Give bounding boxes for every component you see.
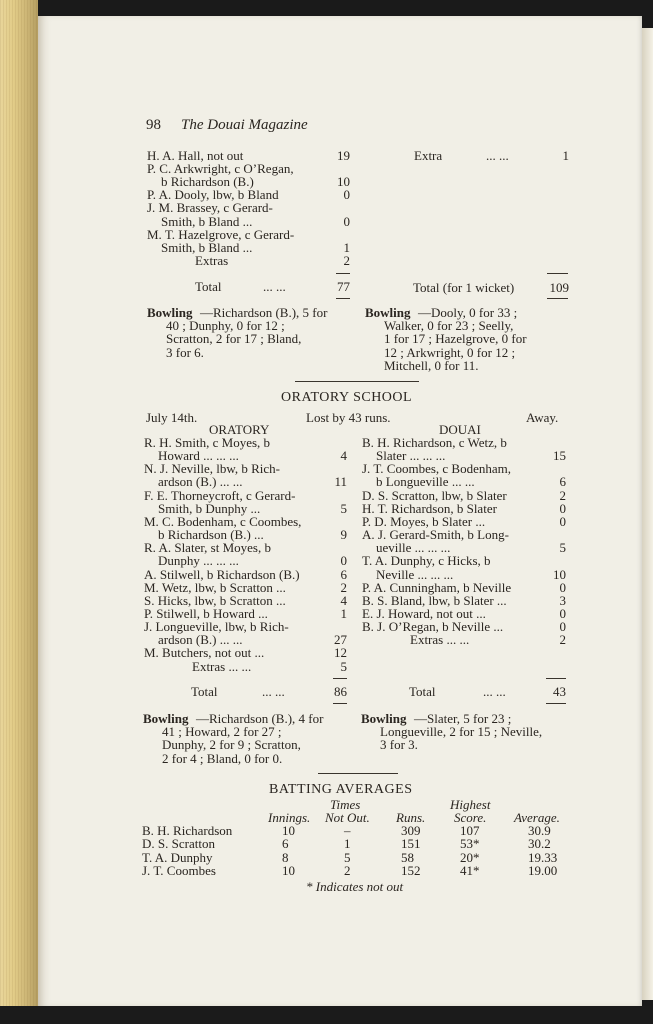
innings-value: 10: [282, 823, 295, 838]
batsman-line: Slater ... ... ...: [376, 448, 446, 464]
team-heading: DOUAI: [439, 422, 481, 437]
batsman-line: Extras: [195, 252, 229, 268]
bowling-left-line: 2 for 4 ; Bland, 0 for 0.: [162, 750, 283, 766]
highest-value: 41*: [460, 862, 480, 878]
batsman-line: Smith, b Dunphy ...: [158, 500, 261, 516]
batsman-line: Dunphy ... ... ...: [158, 553, 239, 569]
total-label: Total: [195, 279, 222, 294]
total-rule: [546, 703, 566, 704]
runs-value: 4: [340, 448, 347, 464]
average-value: 19.00: [528, 862, 558, 878]
notout-value: 5: [344, 849, 351, 865]
runs-value: 151: [401, 836, 421, 852]
total-runs: 86: [334, 684, 347, 699]
total-label: Total (for 1 wicket): [413, 280, 515, 295]
bowling-left-line: 41 ; Howard, 2 for 27 ;: [162, 724, 282, 740]
batsman-line: B. H. Richardson, c Wetz, b: [362, 435, 507, 450]
col-highest: Highest: [450, 797, 491, 812]
col-runs: Runs.: [396, 810, 426, 825]
runs-value: 58: [401, 849, 414, 865]
batsman-line: F. E. Thorneycroft, c Gerard-: [144, 487, 296, 503]
total-rule: [333, 703, 347, 704]
batsman-line: J. Longueville, lbw, b Rich-: [144, 619, 289, 635]
bowling-right-label: Bowling: [361, 711, 407, 726]
batsman-line: M. Wetz, lbw, b Scratton ...: [144, 579, 286, 595]
average-value: 30.2: [528, 836, 551, 852]
batsman-line: M. C. Bodenham, c Coombes,: [144, 513, 302, 529]
batsman-line: P. A. Dooly, lbw, b Bland: [147, 187, 279, 203]
batsman-line: b Richardson (B.): [161, 174, 254, 190]
col-innings: Innings.: [268, 810, 311, 825]
batsman-line: R. H. Smith, c Moyes, b: [144, 435, 271, 450]
runs-value: 5: [340, 500, 347, 516]
match-result: Lost by 43 runs.: [306, 410, 391, 425]
runs-value: 10: [553, 566, 566, 582]
extras-runs: 1: [562, 148, 569, 163]
highest-value: 20*: [460, 849, 480, 865]
footnote: * Indicates not out: [306, 879, 404, 894]
highest-value: 107: [460, 823, 480, 838]
player-name: J. T. Coombes: [142, 862, 216, 878]
average-value: 30.9: [528, 823, 551, 838]
innings-value: 6: [282, 836, 289, 852]
total-runs: 109: [549, 280, 569, 295]
batsman-line: T. A. Dunphy, c Hicks, b: [362, 553, 491, 569]
total-rule: [336, 273, 350, 274]
runs-value: 3: [559, 592, 566, 608]
runs-value: 9: [340, 527, 347, 543]
runs-value: 12: [334, 645, 347, 661]
col-score: Score.: [454, 810, 487, 825]
notout-value: –: [344, 823, 351, 838]
runs-value: 5: [340, 658, 347, 674]
runs-value: 0: [340, 553, 347, 569]
total-rule: [336, 298, 350, 299]
batsman-line: J. T. Coombes, c Bodenham,: [362, 461, 512, 477]
col-times: Times: [330, 797, 361, 812]
runs-value: 2: [559, 632, 566, 648]
book-binding: [0, 0, 38, 1024]
batsman-line: P. Stilwell, b Howard ...: [144, 605, 268, 621]
bowling-left-line: Dunphy, 2 for 9 ; Scratton,: [162, 737, 301, 753]
magazine-page: [38, 16, 642, 1006]
player-name: D. S. Scratton: [142, 836, 215, 852]
innings-value: 10: [282, 862, 295, 878]
bowling-left-line: Scratton, 2 for 17 ; Bland,: [166, 331, 302, 347]
batsman-line: ardson (B.) ... ...: [158, 632, 243, 648]
section-heading: ORATORY SCHOOL: [281, 390, 413, 405]
batsman-line: ardson (B.) ... ...: [158, 474, 243, 490]
section-rule: [318, 773, 398, 774]
total-label: Total: [409, 684, 436, 699]
batsman-line: B. S. Bland, lbw, b Slater ...: [362, 592, 507, 608]
match-date: July 14th.: [146, 410, 198, 425]
batsman-line: E. J. Howard, not out ...: [362, 605, 486, 621]
innings-value: 8: [282, 849, 289, 865]
batsman-line: b Richardson (B.) ...: [158, 527, 264, 543]
bowling-right-line: 1 for 17 ; Hazelgrove, 0 for: [384, 331, 527, 347]
bowling-left-line: 3 for 6.: [166, 344, 204, 360]
bowling-right-line: —Dooly, 0 for 33 ;: [418, 305, 518, 320]
runs-value: 27: [334, 632, 347, 648]
batsman-line: A. J. Gerard-Smith, b Long-: [362, 527, 509, 543]
dots: ... ...: [262, 684, 285, 699]
batsman-line: Neville ... ... ...: [376, 566, 454, 582]
runs-value: 6: [340, 566, 347, 582]
runs-value: 11: [334, 474, 347, 490]
runs-value: 0: [343, 187, 350, 203]
batsman-line: D. S. Scratton, lbw, b Slater: [362, 487, 507, 503]
dots: ... ...: [263, 279, 286, 294]
notout-value: 1: [344, 836, 351, 852]
team-heading: ORATORY: [209, 422, 270, 437]
col-average: Average.: [514, 810, 560, 825]
dots: ... ...: [483, 684, 506, 699]
running-title: The Douai Magazine: [181, 117, 308, 133]
player-name: B. H. Richardson: [142, 823, 233, 838]
runs-value: 0: [343, 213, 350, 229]
bowling-left-label: Bowling: [143, 711, 189, 726]
batsman-line: Extras ... ...: [410, 632, 470, 648]
runs-value: 0: [559, 619, 566, 635]
bowling-right-line: —Slater, 5 for 23 ;: [414, 711, 512, 726]
runs-value: 0: [559, 500, 566, 516]
runs-value: 10: [337, 174, 350, 190]
averages-heading: BATTING AVERAGES: [269, 782, 413, 797]
runs-value: 0: [559, 579, 566, 595]
bowling-right-line: Longueville, 2 for 15 ; Neville,: [380, 724, 543, 740]
next-page-edge: [642, 28, 653, 1000]
total-runs: 43: [553, 684, 566, 699]
highest-value: 53*: [460, 836, 480, 852]
batsman-line: ueville ... ... ...: [376, 540, 451, 556]
bowling-right-line: 3 for 3.: [380, 737, 418, 753]
col-notout: Not Out.: [325, 810, 370, 825]
bowling-left-line: —Richardson (B.), 4 for: [196, 711, 324, 726]
bowling-right-line: 12 ; Arkwright, 0 for 12 ;: [384, 344, 516, 360]
batsman-line: M. Butchers, not out ...: [144, 645, 265, 661]
runs-value: 152: [401, 862, 421, 878]
batsman-line: Extras ... ...: [192, 658, 252, 674]
notout-value: 2: [344, 862, 351, 878]
batsman-line: Smith, b Bland ...: [161, 239, 253, 255]
scanner-bed: [0, 1006, 653, 1024]
runs-value: 6: [559, 474, 566, 490]
average-value: 19.33: [528, 849, 558, 865]
runs-value: 4: [340, 592, 347, 608]
bowling-left-line: —Richardson (B.), 5 for: [200, 305, 328, 320]
batsman-line: H. T. Richardson, b Slater: [362, 500, 497, 516]
bowling-right-line: Mitchell, 0 for 11.: [384, 357, 479, 373]
runs-value: 309: [401, 823, 421, 838]
match-venue: Away.: [526, 410, 559, 425]
total-label: Total: [191, 684, 218, 699]
batsman-line: S. Hicks, lbw, b Scratton ...: [144, 592, 286, 608]
section-rule: [295, 381, 419, 382]
batsman-line: P. A. Cunningham, b Neville: [362, 579, 512, 595]
batsman-line: N. J. Neville, lbw, b Rich-: [144, 461, 280, 477]
runs-value: 19: [337, 148, 350, 163]
batsman-line: P. C. Arkwright, c O’Regan,: [147, 161, 294, 177]
runs-value: 0: [559, 513, 566, 529]
bowling-left-line: 40 ; Dunphy, 0 for 12 ;: [166, 318, 285, 334]
bowling-right-line: Walker, 0 for 23 ; Seelly,: [384, 318, 514, 334]
extras-label: Extra: [414, 148, 443, 163]
batsman-line: M. T. Hazelgrove, c Gerard-: [147, 226, 295, 242]
total-rule: [333, 678, 347, 679]
batsman-line: H. A. Hall, not out: [147, 148, 244, 163]
bowling-left-label: Bowling: [147, 305, 193, 320]
runs-value: 5: [559, 540, 566, 556]
runs-value: 1: [340, 605, 347, 621]
player-name: T. A. Dunphy: [142, 849, 213, 865]
total-runs: 77: [337, 279, 350, 294]
batsman-line: A. Stilwell, b Richardson (B.): [144, 566, 300, 582]
runs-value: 2: [559, 487, 566, 503]
runs-value: 2: [343, 252, 350, 268]
batsman-line: Smith, b Bland ...: [161, 213, 253, 229]
runs-value: 1: [343, 239, 350, 255]
batsman-line: b Longueville ... ...: [376, 474, 475, 490]
batsman-line: P. D. Moyes, b Slater ...: [362, 513, 486, 529]
batsman-line: J. M. Brassey, c Gerard-: [147, 200, 273, 216]
total-rule: [547, 298, 568, 299]
batsman-line: Howard ... ... ...: [158, 448, 239, 464]
bowling-right-label: Bowling: [365, 305, 411, 320]
page-number: 98: [146, 117, 161, 133]
runs-value: 2: [340, 579, 347, 595]
runs-value: 0: [559, 605, 566, 621]
batsman-line: R. A. Slater, st Moyes, b: [144, 540, 271, 556]
batsman-line: B. J. O’Regan, b Neville ...: [362, 619, 504, 635]
total-rule: [546, 678, 566, 679]
total-rule: [547, 273, 568, 274]
dots: ... ...: [486, 148, 509, 163]
runs-value: 15: [553, 448, 566, 464]
